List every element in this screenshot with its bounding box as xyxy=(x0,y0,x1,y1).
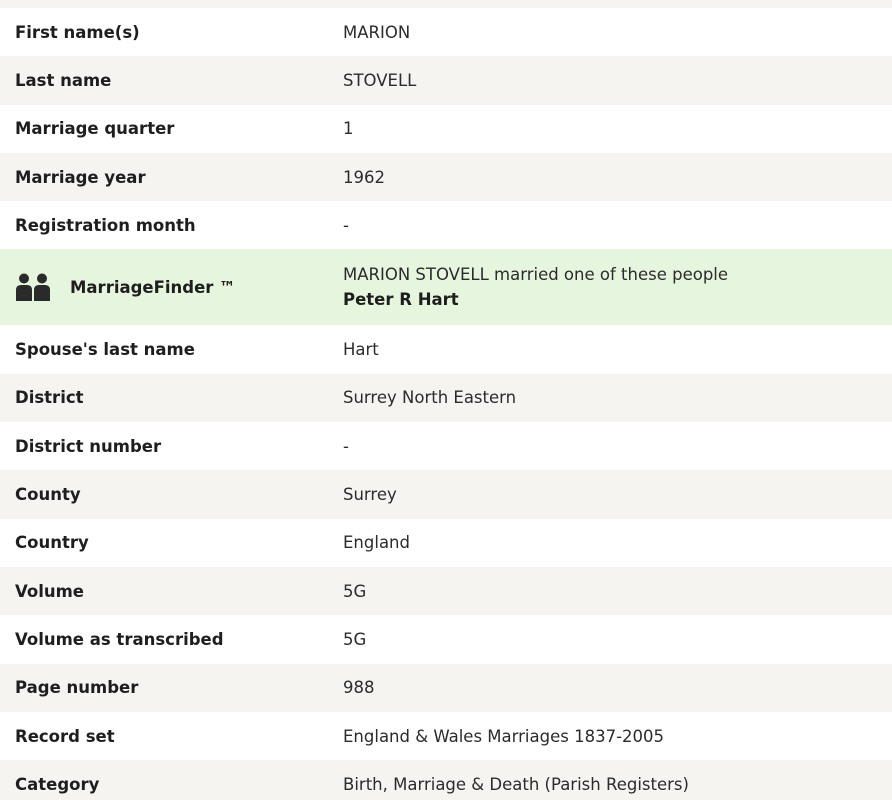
row-label: First name(s) xyxy=(15,22,140,42)
record-row-marriage-quarter xyxy=(0,105,892,153)
row-value: Hart xyxy=(343,340,379,360)
row-label: Marriage quarter xyxy=(15,119,175,139)
marriage-finder-description: MARION STOVELL married one of these people xyxy=(343,265,729,285)
record-row-spouse-last-name xyxy=(0,325,892,373)
row-value: 988 xyxy=(343,678,375,698)
row-value: Surrey North Eastern xyxy=(343,388,517,408)
spouse-link[interactable]: Peter R Hart xyxy=(343,290,459,310)
record-row-district xyxy=(0,374,892,422)
row-value: England xyxy=(343,533,410,553)
record-row-volume xyxy=(0,567,892,615)
row-value: Birth, Marriage & Death (Parish Registers) xyxy=(343,774,689,794)
row-value: 1962 xyxy=(343,167,385,187)
row-label: Registration month xyxy=(15,215,196,235)
row-label: District xyxy=(15,388,84,408)
row-label: Page number xyxy=(15,678,139,698)
row-value: 5G xyxy=(343,581,367,601)
row-value: 5G xyxy=(343,629,367,649)
top-strip xyxy=(0,0,892,8)
record-row-last-name xyxy=(0,56,892,104)
record-row-first-names xyxy=(0,8,892,56)
record-row-volume-as-transcribed xyxy=(0,615,892,663)
row-value: 1 xyxy=(343,119,354,139)
row-label: Record set xyxy=(15,726,115,746)
row-label: Country xyxy=(15,533,89,553)
row-label: Last name xyxy=(15,70,112,90)
record-row-country xyxy=(0,519,892,567)
record-row-marriage-year xyxy=(0,153,892,201)
people-icon xyxy=(15,273,51,301)
row-value: England & Wales Marriages 1837-2005 xyxy=(343,726,665,746)
record-row-page-number xyxy=(0,664,892,712)
record-row-category xyxy=(0,760,892,800)
record-row-county xyxy=(0,470,892,518)
row-value: - xyxy=(343,436,349,456)
record-row-record-set xyxy=(0,712,892,760)
row-value: Surrey xyxy=(343,485,397,505)
record-row-registration-month xyxy=(0,201,892,249)
row-label: Volume xyxy=(15,581,84,601)
row-value: STOVELL xyxy=(343,70,417,90)
row-value: MARION xyxy=(343,22,411,42)
marriage-finder-title: MarriageFinder ™ xyxy=(70,277,236,297)
marriage-finder-row xyxy=(0,249,892,325)
marriage-finder-label xyxy=(0,273,343,301)
row-label: Spouse's last name xyxy=(15,340,195,360)
row-label: District number xyxy=(15,436,162,456)
marriage-finder-content xyxy=(343,265,728,309)
row-label: Marriage year xyxy=(15,167,146,187)
row-label: Category xyxy=(15,774,100,794)
record-row-district-number xyxy=(0,422,892,470)
record-details-table xyxy=(0,8,892,800)
row-label: Volume as transcribed xyxy=(15,629,224,649)
row-label: County xyxy=(15,485,81,505)
row-value: - xyxy=(343,215,349,235)
